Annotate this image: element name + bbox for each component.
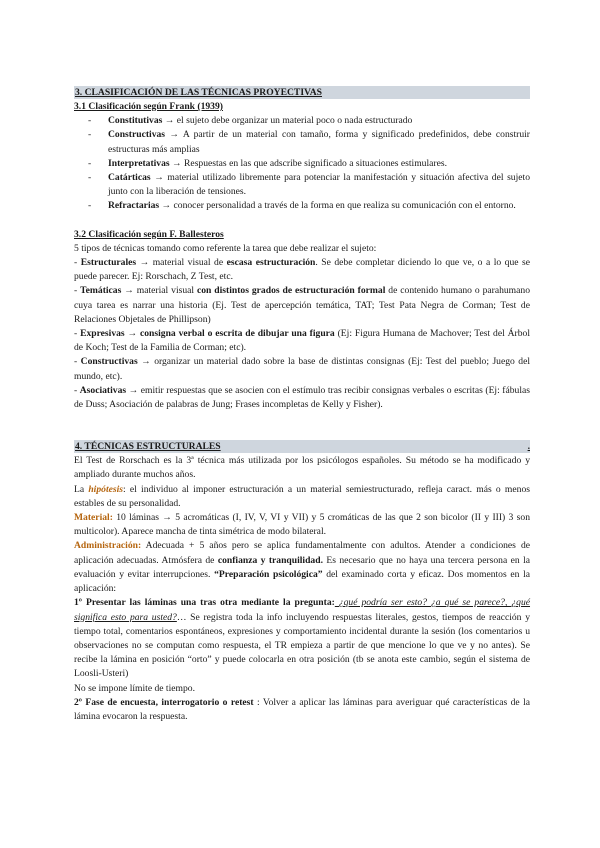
paragraph-hipotesis: La hipótesis: el individuo al imponer estructuración a un material semiestructurado, refleja caract. más o menos estables de su personalidad. bbox=[74, 483, 530, 509]
list-item: - Catárticas → material utilizado libremente para potenciar la manifestación y situación afectiva del sujeto junto con la liberación de tensiones. bbox=[88, 172, 530, 198]
ballesteros-item-constructivas: - Constructivas → organizar un material dado sobre la base de distintas consignas (Ej: Test del pueblo; Juego del mundo, etc). bbox=[74, 356, 530, 382]
paragraph-rorschach-intro: El Test de Rorschach es la 3ª técnica más utilizada por los psicólogos españoles. Su método se ha modificado y ampliado durante muchos años. bbox=[74, 455, 530, 481]
list-item: - Constitutivas → el sujeto debe organizar un material poco o nada estructurado bbox=[88, 115, 413, 127]
ballesteros-intro: 5 tipos de técnicas tomando como referente la tarea que debe realizar el sujeto: bbox=[74, 242, 377, 254]
ballesteros-item-tematicas: - Temáticas → material visual con distintos grados de estructuración formal de contenido humano o parahumano cuya tarea es narrar una historia (Ej. Test de apercepción temática, TAT; Test Pata Negra de Corman; Test de Relaciones Objetales de Phillipson) bbox=[74, 285, 530, 325]
paragraph-material: Material: 10 láminas → 5 acromáticas (I, IV, V, VI y VII) y 5 cromáticas de las que 2 son bicolor (II y III) 3 son multicolor). Aparece mancha de tinta simétrica de modo bilateral. bbox=[74, 512, 530, 538]
list-item: - Refractarias → conocer personalidad a través de la forma en que realiza su comunicación con el entorno. bbox=[88, 200, 516, 212]
list-item: - Interpretativas → Respuestas en las que adscribe significado a situaciones estimulares. bbox=[88, 157, 447, 169]
list-item: - Constructivas → A partir de un material con tamaño, forma y significado predefinidos, debe construir estructuras más amplias bbox=[88, 129, 530, 155]
ballesteros-item-asociativas: - Asociativas → emitir respuestas que se asocien con el estímulo tras recibir consignas verbales o escritas (Ej: fábulas de Duss; Asociación de palabras de Jung; Frases incompletas de Kelly y Fisher). bbox=[74, 384, 531, 411]
paragraph-fase-2: 2º Fase de encuesta, interrogatorio o retest : Volver a aplicar las láminas para averiguar qué características de la lámina evocaron la respuesta. bbox=[74, 696, 530, 722]
section-3-heading: 3. CLASIFICACIÓN DE LAS TÉCNICAS PROYECTIVAS bbox=[74, 86, 530, 99]
paragraph-fase-1: 1º Presentar las láminas una tras otra mediante la pregunta: ¿qué podría ser esto? ¿a qué se parece?, ¿qué significa esto para usted?… Se registra toda la info incluyendo respuestas literales, gestos, tiempos de reacción y tiempo total, comentarios espontáneos, expresiones y comportamiento incidental durante la sesión (los comentarios u observaciones no se computan como respuesta, el TR empieza a partir de que mencione lo que ve y no antes). Se recibe la lámina en posición “orto” y puede colocarla en otra posición (tb se anota este cambio, según el sistema de Loosli-Usteri) bbox=[74, 597, 531, 680]
ballesteros-item-expresivas: - Expresivas → consigna verbal o escrita de dibujar una figura (Ej: Figura Humana de Machover; Test del Árbol de Koch; Test de la Familia de Corman; etc). bbox=[74, 328, 530, 354]
ballesteros-item-estructurales: - Estructurales → material visual de escasa estructuración. Se debe completar diciendo lo que ve, o a lo que se puede parecer. Ej: Rorschach, Z Test, etc. bbox=[74, 257, 531, 283]
subsection-3-1-heading: 3.1 Clasificación según Frank (1939) bbox=[74, 101, 223, 112]
paragraph-tiempo: No se impone límite de tiempo. bbox=[74, 682, 195, 694]
document-body bbox=[74, 86, 530, 724]
section-4-heading: 4. TÉCNICAS ESTRUCTURALES . bbox=[75, 441, 530, 453]
frank-classification-list bbox=[74, 114, 530, 213]
paragraph-administracion: Administración: Adecuada + 5 años pero se aplica fundamentalmente con adultos. Atender a condiciones de aplicación adecuadas. Atmósfera de confianza y tranquilidad. Es necesario que no haya una tercera persona en la evaluación y evitar interrupciones. “Preparación psicológica” del examinado corta y eficaz. Dos momentos en la aplicación: bbox=[74, 540, 530, 595]
subsection-3-2-heading: 3.2 Clasificación según F. Ballesteros bbox=[74, 228, 224, 240]
